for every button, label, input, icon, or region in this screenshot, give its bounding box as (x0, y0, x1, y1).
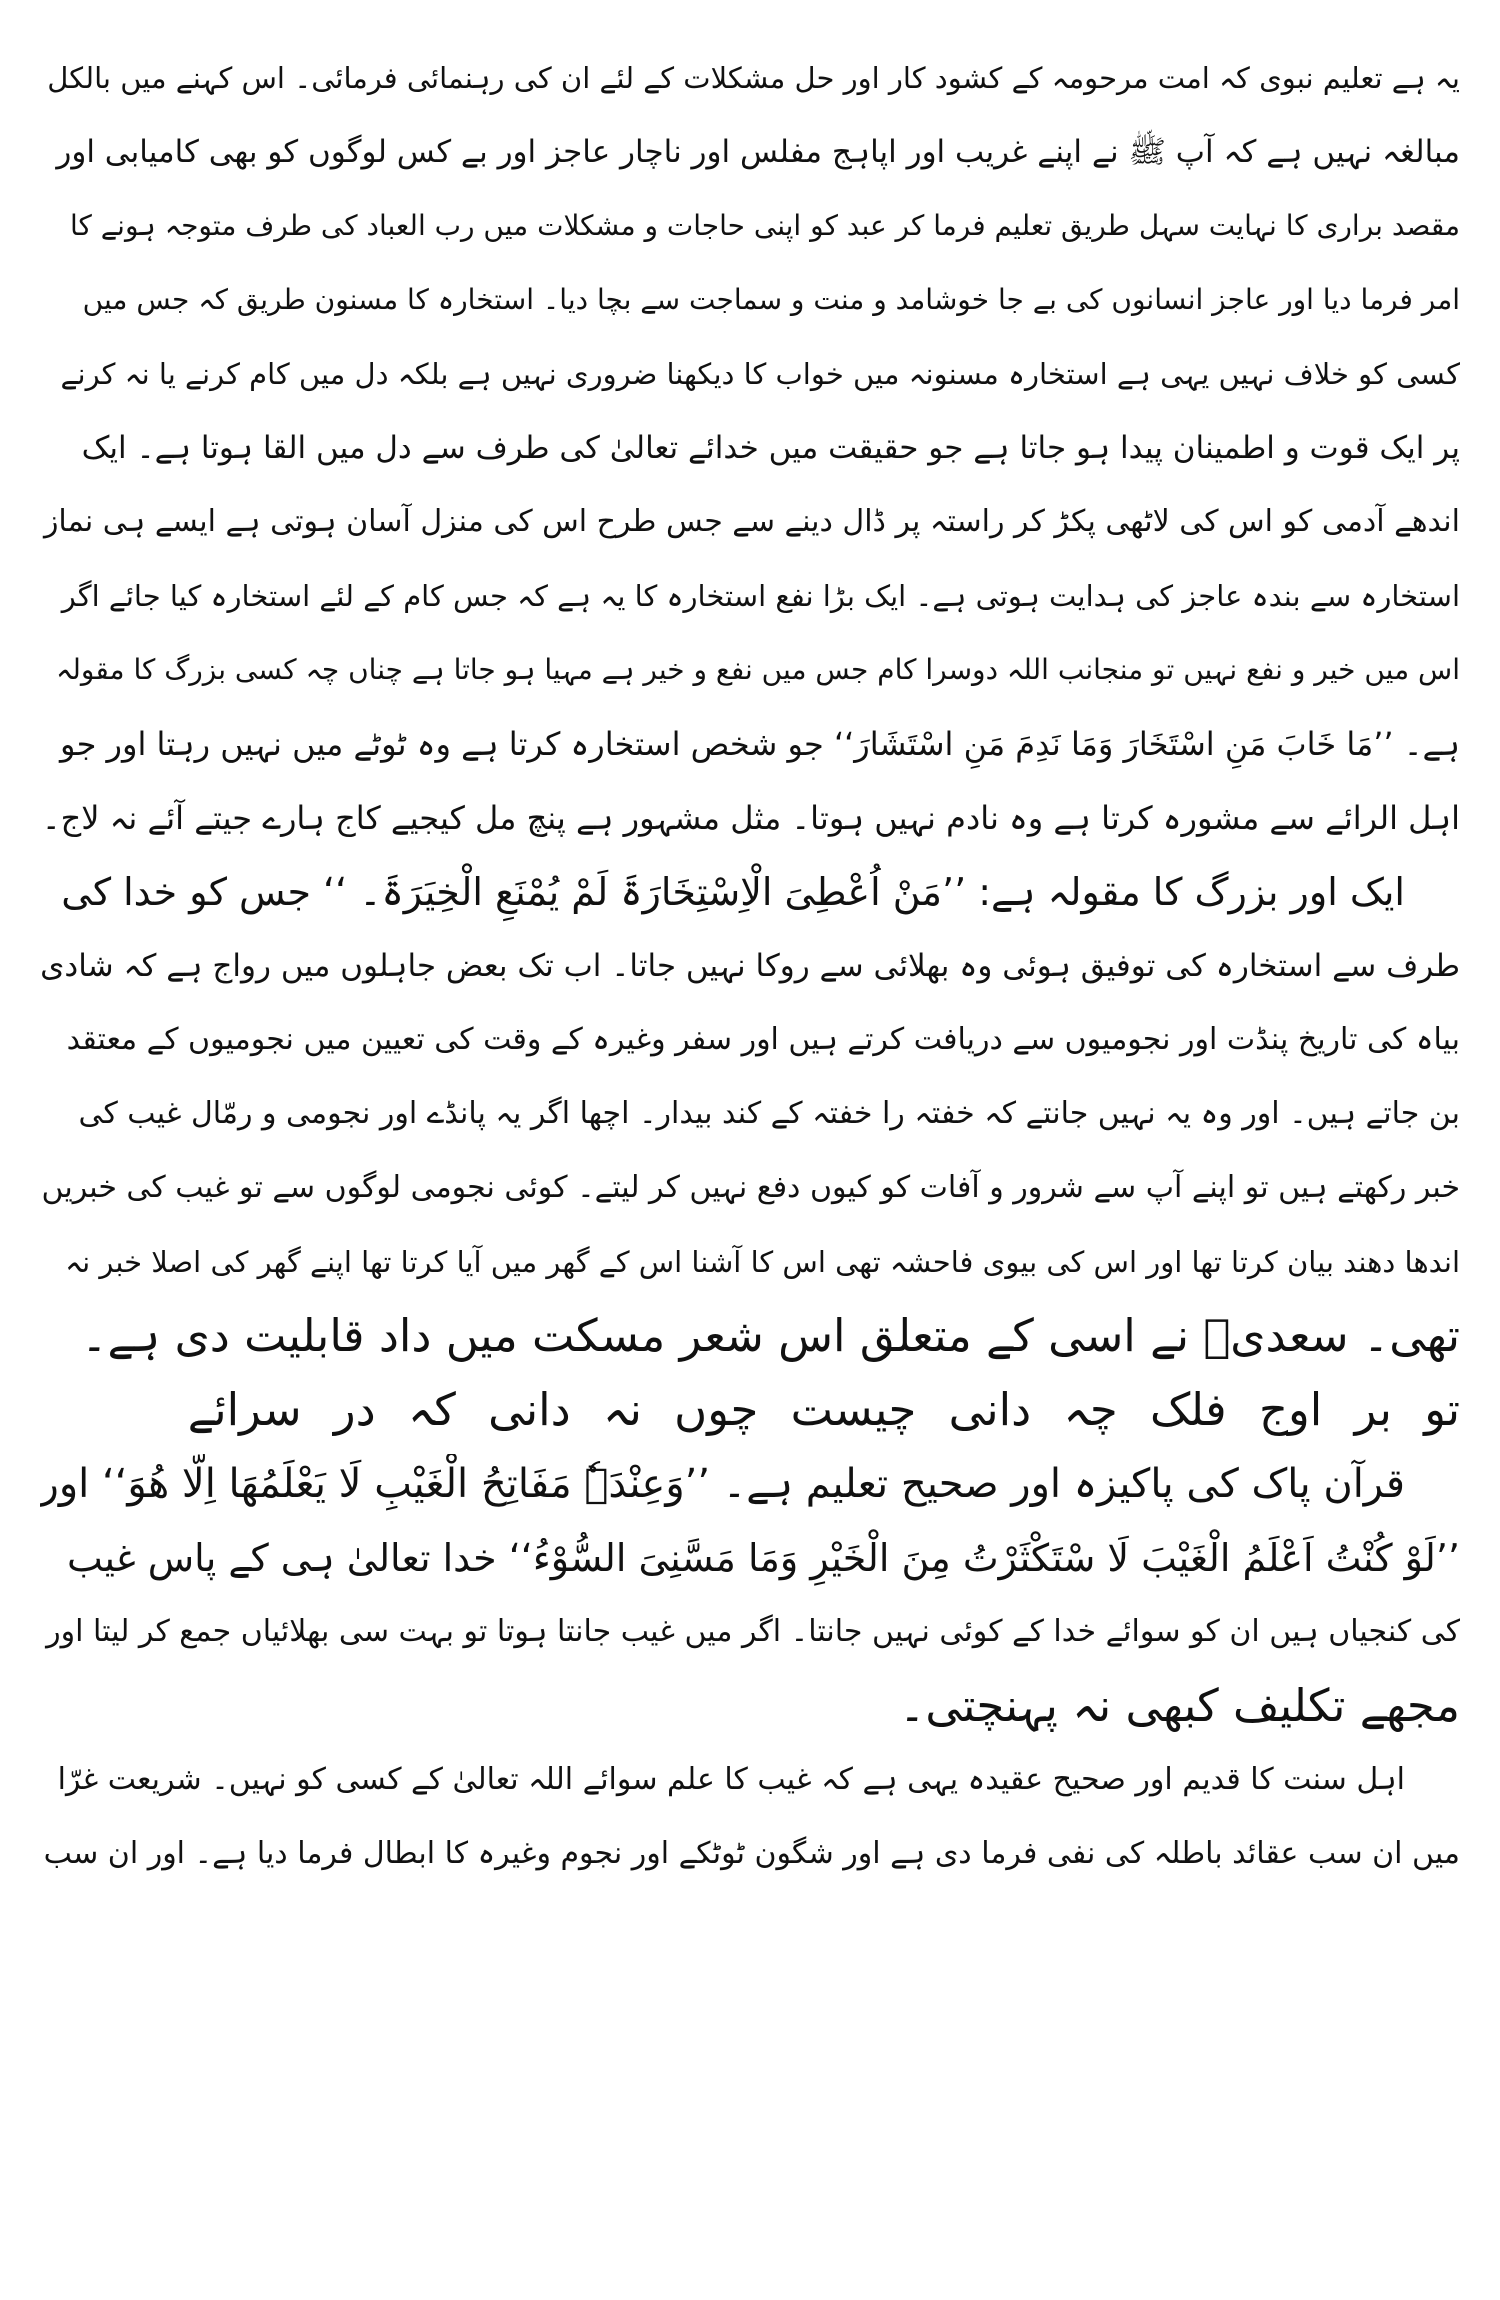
text-line: کی کنجیاں ہیں ان کو سوائے خدا کے کوئی نہیں جانتا۔ اگر میں غیب جانتا ہوتا تو بہت سی بھلائیاں جمع کر لیتا اور (46, 1614, 1460, 1649)
text-line: اس میں خیر و نفع نہیں تو منجانب اللہ دوسرا کام جس میں نفع و خیر ہے مہیا ہو جاتا ہے چناں چہ کسی بزرگ کا مقولہ (55, 653, 1460, 686)
text-line-quote: ہے۔ ’’مَا خَابَ مَنِ اسْتَخَارَ وَمَا نَدِمَ مَنِ اسْتَشَارَ‘‘ جو شخص استخارہ کرتا ہے وہ ٹوٹے میں نہیں رہتا اور جو (60, 725, 1460, 763)
text-line: اندھے آدمی کو اس کی لاٹھی پکڑ کر راستہ پر ڈال دینے سے جس طرح اس کی منزل آسان ہوتی ہے ایسے ہی نماز (43, 504, 1460, 539)
text-line: اہل سنت کا قدیم اور صحیح عقیدہ یہی ہے کہ غیب کا علم سوائے اللہ تعالیٰ کے کسی کو نہیں۔ شریعت غرّا (57, 1762, 1405, 1797)
text-line: مبالغہ نہیں ہے کہ آپ ﷺ نے اپنے غریب اور اپاہج مفلس اور ناچار عاجز اور بے کس لوگوں کو بھی کامیابی اور (56, 134, 1460, 170)
text-line: بن جاتے ہیں۔ اور وہ یہ نہیں جانتے کہ خفتہ را خفتہ کے کند بیدار۔ اچھا اگر یہ پانڈے اور نجومی و رمّال غیب کی (78, 1096, 1460, 1131)
text-line: امر فرما دیا اور عاجز انسانوں کی بے جا خوشامد و منت و سماجت سے بچا دیا۔ استخارہ کا مسنون طریق کہ جس میں (82, 283, 1460, 316)
text-line: بیاہ کی تاریخ پنڈت اور نجومیوں سے دریافت کرتے ہیں اور سفر وغیرہ کے وقت کی تعیین میں نجومیوں کے معتقد (66, 1022, 1460, 1057)
text-line: میں ان سب عقائد باطلہ کی نفی فرما دی ہے اور شگون ٹوٹکے اور نجوم وغیرہ کا ابطال فرما دیا ہے۔ اور ان سب (43, 1836, 1460, 1871)
text-line: اندھا دھند بیان کرتا تھا اور اس کی بیوی فاحشہ تھی اس کا آشنا اس کے گھر میں آیا کرتا تھا اپنے گھر کی اصلا خبر نہ (65, 1245, 1460, 1279)
text-line: پر ایک قوت و اطمینان پیدا ہو جاتا ہے جو حقیقت میں خدائے تعالیٰ کی طرف سے دل میں القا ہوتا ہے۔ ایک (81, 430, 1460, 466)
text-line: طرف سے استخارہ کی توفیق ہوئی وہ بھلائی سے روکا نہیں جاتا۔ اب تک بعض جاہلوں میں رواج ہے کہ شادی (40, 948, 1460, 984)
text-line: اہل الرائے سے مشورہ کرتا ہے وہ نادم نہیں ہوتا۔ مثل مشہور ہے پنچ مل کیجیے کاج ہارے جیتے آئے نہ لاج۔ (41, 799, 1460, 837)
text-line-quote: ’’لَوْ کُنْتُ اَعْلَمُ الْغَیْبَ لَا سْتَکْثَرْتُ مِنَ الْخَیْرِ وَمَا مَسَّنِیَ السُّوْءُ‘‘ خدا تعالیٰ ہی کے پاس غیب (67, 1536, 1460, 1580)
text-line: یہ ہے تعلیم نبوی کہ امت مرحومہ کے کشود کار اور حل مشکلات کے لئے ان کی رہنمائی فرمائی۔ اس کہنے میں بالکل (47, 61, 1460, 95)
text-line: استخارہ سے بندہ عاجز کی ہدایت ہوتی ہے۔ ایک بڑا نفع استخارہ کا یہ ہے کہ جس کام کے لئے استخارہ کیا جائے اگر (61, 579, 1460, 613)
text-line: مجھے تکلیف کبھی نہ پہنچتی۔ (898, 1679, 1460, 1732)
poetry-verse: تو بر اوج فلک چہ دانی چیست چوں نہ دانی کہ در سرائے (187, 1383, 1460, 1436)
text-line: خبر رکھتے ہیں تو اپنے آپ سے شرور و آفات کو کیوں دفع نہیں کر لیتے۔ کوئی نجومی لوگوں سے تو غیب کی خبریں (41, 1170, 1460, 1205)
text-line: مقصد براری کا نہایت سہل طریق تعلیم فرما کر عبد کو اپنی حاجات و مشکلات میں رب العباد کی طرف متوجہ ہونے کا (69, 209, 1460, 242)
text-line-quote: ایک اور بزرگ کا مقولہ ہے: ’’مَنْ اُعْطِیَ الْاِسْتِخَارَۃَ لَمْ یُمْنَعِ الْخِیَرَۃَ۔ ‘‘ جس کو خدا کی (61, 870, 1405, 914)
text-line: کسی کو خلاف نہیں یہی ہے استخارہ مسنونہ میں خواب کا دیکھنا ضروری نہیں ہے بلکہ دل میں کام کرنے یا نہ کرنے (60, 357, 1460, 391)
document-body (40, 48, 1460, 1884)
text-line: تھی۔ سعدیؒ نے اسی کے متعلق اس شعر مسکت میں داد قابلیت دی ہے۔ (81, 1309, 1460, 1362)
text-line-quote: قرآن پاک کی پاکیزہ اور صحیح تعلیم ہے۔ ’’وَعِنْدَہٗ مَفَاتِحُ الْغَیْبِ لَا یَعْلَمُھَا اِلَّا ھُوَ‘‘ اور (40, 1461, 1405, 1507)
